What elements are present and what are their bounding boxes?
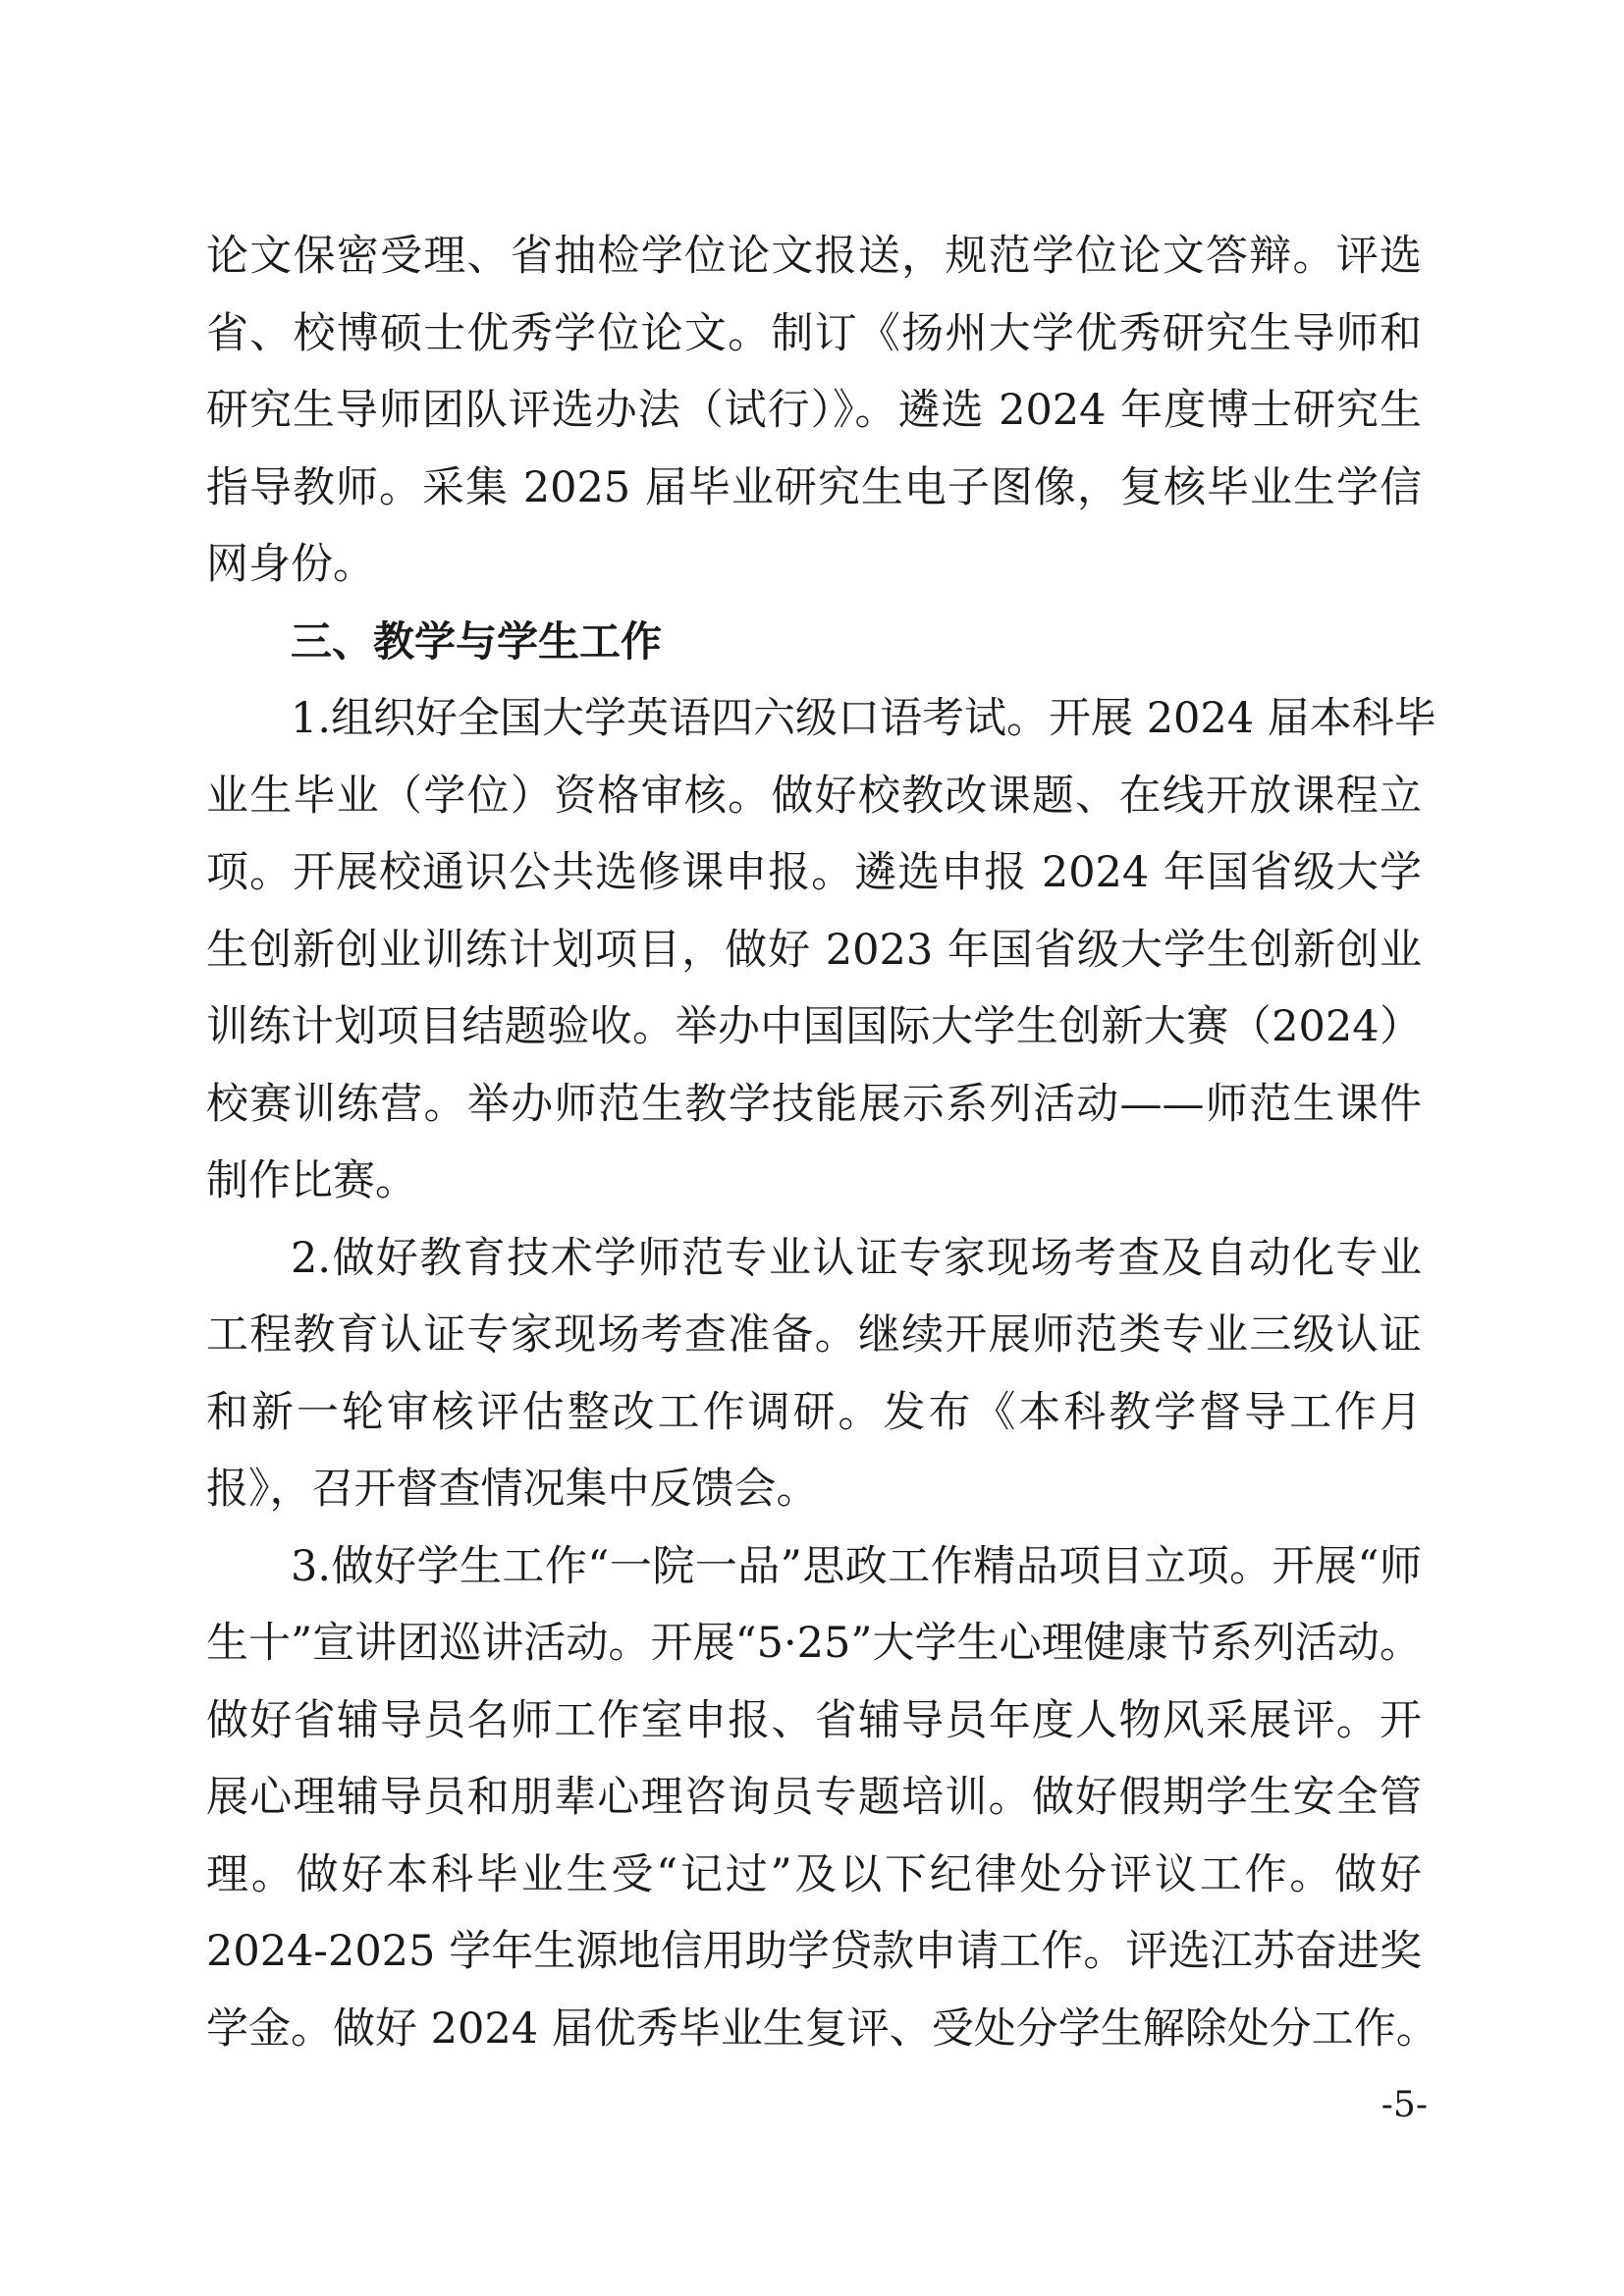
text-line: 3.做好学生工作“一院一品”思政工作精品项目立项。开展“师 (291, 1541, 1422, 1591)
text-line: 训练计划项目结题验收。举办中国国际大学生创新大赛（2024） (206, 1002, 1422, 1051)
text-line: 展心理辅导员和朋辈心理咨询员专题培训。做好假期学生安全管 (206, 1773, 1422, 1822)
text-line: 校赛训练营。举办师范生教学技能展示系列活动——师范生课件 (206, 1079, 1422, 1129)
text-line: 业生毕业（学位）资格审核。做好校教改课题、在线开放课程立 (206, 771, 1422, 821)
text-line: 论文保密受理、省抽检学位论文报送，规范学位论文答辩。评选 (206, 232, 1422, 281)
text-line: 研究生导师团队评选办法（试行）》。遴选 2024 年度博士研究生 (206, 386, 1422, 435)
paragraph-teaching-2 (206, 1220, 1422, 1528)
text-line: 理。做好本科毕业生受“记过”及以下纪律处分评议工作。做好 (206, 1849, 1422, 1899)
text-line: 和新一轮审核评估整改工作调研。发布《本科教学督导工作月 (206, 1387, 1422, 1437)
paragraph-teaching-3 (206, 1528, 1438, 2068)
text-line: 网身份。 (206, 540, 375, 589)
page-number: -5- (1380, 2085, 1428, 2125)
text-line: 做好省辅导员名师工作室申报、省辅导员年度人物风采展评。开 (206, 1695, 1422, 1745)
text-line: 生创新创业训练计划项目，做好 2023 年国省级大学生创新创业 (206, 925, 1422, 975)
text-line: 1.组织好全国大学英语四六级口语考试。开展 2024 届本科毕 (291, 694, 1436, 743)
paragraph-graduate-work (206, 218, 1422, 604)
text-line: 制作比赛。 (206, 1156, 417, 1205)
text-line: 学金。做好 2024 届优秀毕业生复评、受处分学生解除处分工作。 (206, 2003, 1438, 2054)
paragraph-teaching-1 (206, 680, 1436, 1220)
text-line: 2024-2025 学年生源地信用助学贷款申请工作。评选江苏奋进奖 (206, 1927, 1422, 1976)
text-line: 项。开展校通识公共选修课申报。遴选申报 2024 年国省级大学 (206, 848, 1422, 897)
text-line: 指导教师。采集 2025 届毕业研究生电子图像，复核毕业生学信 (206, 462, 1422, 512)
text-line: 生十”宣讲团巡讲活动。开展“5·25”大学生心理健康节系列活动。 (206, 1619, 1422, 1668)
text-line: 报》，召开督查情况集中反馈会。 (206, 1465, 819, 1514)
document-body (206, 218, 1438, 2067)
text-line: 工程教育认证专家现场考查准备。继续开展师范类专业三级认证 (206, 1310, 1422, 1360)
text-line: 2.做好教育技术学师范专业认证专家现场考查及自动化专业 (291, 1233, 1422, 1283)
section-heading: 三、教学与学生工作 (291, 616, 663, 666)
text-line: 省、校博硕士优秀学位论文。制订《扬州大学优秀研究生导师和 (206, 308, 1422, 358)
